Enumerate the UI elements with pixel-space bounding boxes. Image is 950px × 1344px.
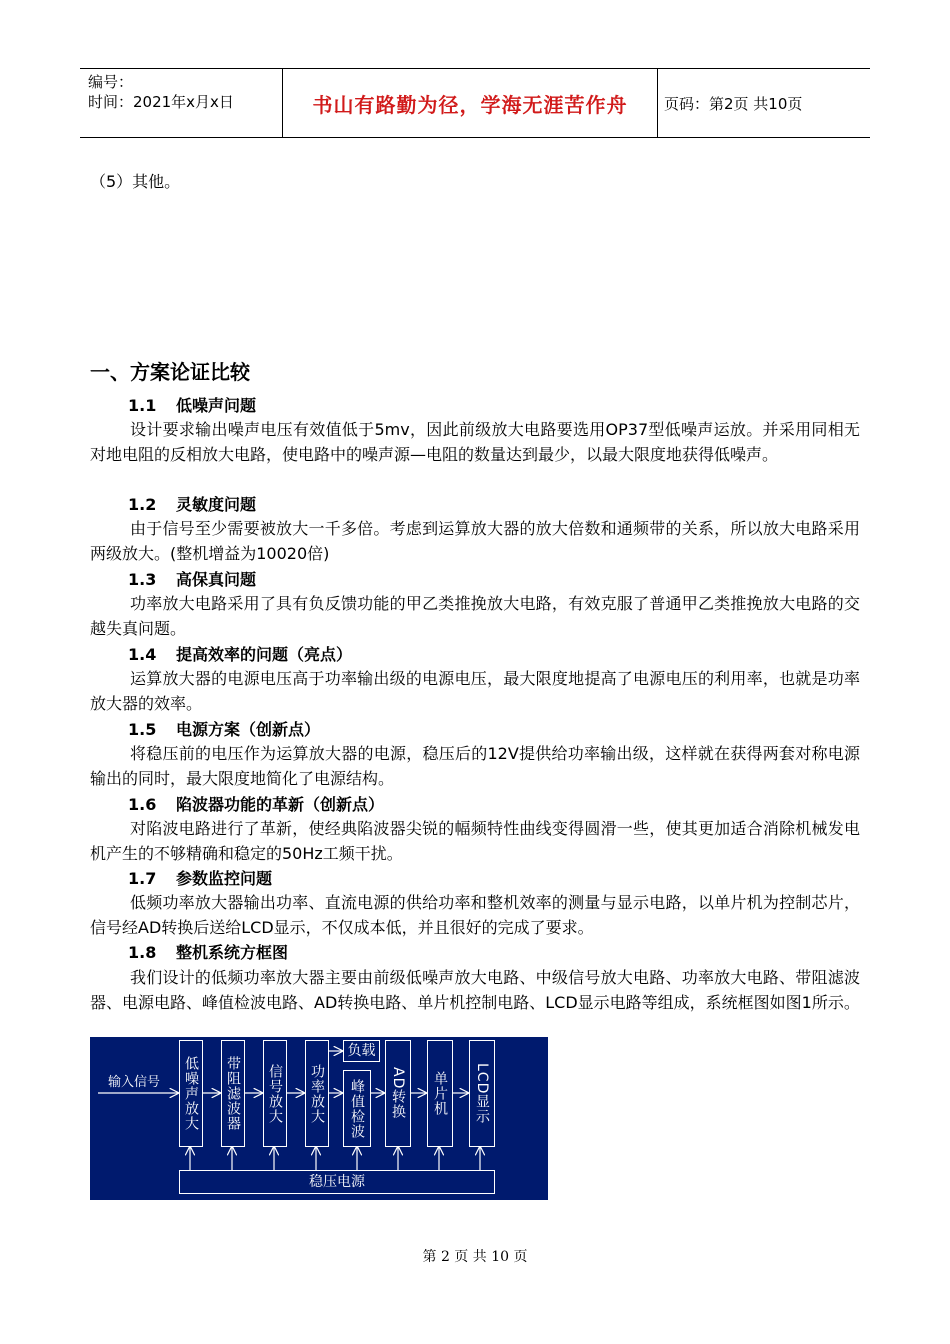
- subsection-heading: [128, 717, 320, 740]
- header-left-cell: [80, 69, 282, 137]
- ad-convert-block: [385, 1040, 411, 1147]
- block-label: 带阻滤波器: [225, 1056, 241, 1131]
- subsection-number: 1.5: [128, 720, 157, 739]
- subsection-number: 1.2: [128, 495, 157, 514]
- subsection-body: 由于信号至少需要被放大一千多倍。考虑到运算放大器的放大倍数和通频带的关系，所以放大电路采用两级放大。(整机增益为10020倍): [90, 519, 860, 563]
- block-label: AD转换: [390, 1067, 406, 1120]
- serial-label: 编号：: [88, 73, 134, 91]
- subsection-title: 低噪声问题: [176, 396, 257, 415]
- subsection-number: 1.6: [128, 795, 157, 814]
- subsection-number: 1.4: [128, 645, 157, 664]
- page-header: [80, 68, 870, 138]
- system-block-diagram: [90, 1037, 548, 1200]
- subsection-body: 我们设计的低频功率放大器主要由前级低噪声放大电路、中级信号放大电路、功率放大电路、带阻滤波器、电源电路、峰值检波电路、AD转换电路、单片机控制电路、LCD显示电路等组成，系统框图如图1所示。: [90, 968, 860, 1012]
- pre-item: （5）其他。: [90, 172, 181, 191]
- block-label: 稳压电源: [309, 1174, 365, 1190]
- subsection-number: 1.1: [128, 396, 157, 415]
- subsection-heading: [128, 642, 352, 665]
- subsection-body: 对陷波电路进行了革新，使经典陷波器尖锐的幅频特性曲线变得圆滑一些，使其更加适合消除机械发电机产生的不够精确和稳定的50Hz工频干扰。: [90, 819, 860, 863]
- subsection-heading: [128, 866, 272, 889]
- subsection-heading: [128, 492, 256, 515]
- date-label: 时间：2021年x月x日: [88, 93, 234, 111]
- subsection-title: 电源方案（创新点）: [176, 720, 321, 739]
- load-block: [343, 1040, 380, 1062]
- subsection-heading: [128, 567, 256, 590]
- subsection-title: 高保真问题: [176, 570, 257, 589]
- subsection-number: 1.7: [128, 869, 157, 888]
- input-signal-label: 输入信号: [108, 1075, 161, 1090]
- header-motto-cell: [282, 69, 658, 137]
- subsection-title: 整机系统方框图: [176, 943, 289, 962]
- page-info: 页码：第2页 共10页: [664, 94, 803, 113]
- motto: 书山有路勤为径，学海无涯苦作舟: [312, 92, 628, 117]
- peak-detect-block: [343, 1070, 371, 1147]
- mcu-block: [427, 1040, 453, 1147]
- block-label: 负载: [347, 1043, 376, 1059]
- page-footer: 第 2 页 共 10 页: [422, 1249, 528, 1265]
- subsection-title: 陷波器功能的革新（创新点）: [176, 795, 385, 814]
- subsection-body: 将稳压前的电压作为运算放大器的电源，稳压后的12V提供给功率输出级，这样就在获得两套对称电源输出的同时，最大限度地简化了电源结构。: [90, 744, 860, 788]
- subsection-body: 运算放大器的电源电压高于功率输出级的电源电压，最大限度地提高了电源电压的利用率，也就是功率放大器的效率。: [90, 669, 860, 713]
- section-title: 一、方案论证比较: [90, 360, 250, 384]
- block-label: 信号放大: [267, 1063, 283, 1124]
- subsection-heading: [128, 940, 288, 963]
- low-noise-amp-block: [179, 1040, 203, 1147]
- subsection-title: 参数监控问题: [176, 869, 273, 888]
- signal-amp-block: [263, 1040, 287, 1147]
- header-page-cell: [656, 69, 870, 137]
- power-amp-block: [305, 1040, 329, 1147]
- subsection-title: 提高效率的问题（亮点）: [176, 645, 353, 664]
- lcd-display-block: [469, 1040, 495, 1147]
- block-label: 单片机: [432, 1071, 448, 1116]
- subsection-number: 1.3: [128, 570, 157, 589]
- block-label: LCD显示: [474, 1062, 490, 1125]
- subsection-heading: [128, 792, 384, 815]
- block-label: 功率放大: [309, 1063, 325, 1124]
- subsection-heading: [128, 393, 256, 416]
- subsection-body: 低频功率放大器输出功率、直流电源的供给功率和整机效率的测量与显示电路，以单片机为控制芯片，信号经AD转换后送给LCD显示，不仅成本低，并且很好的完成了要求。: [90, 893, 860, 937]
- band-stop-filter-block: [221, 1040, 245, 1147]
- subsection-body: 功率放大电路采用了具有负反馈功能的甲乙类推挽放大电路，有效克服了普通甲乙类推挽放大电路的交越失真问题。: [90, 594, 860, 638]
- subsection-title: 灵敏度问题: [176, 495, 257, 514]
- subsection-number: 1.8: [128, 943, 157, 962]
- block-label: 低噪声放大: [183, 1056, 199, 1131]
- block-label: 峰值检波: [349, 1078, 365, 1139]
- subsection-body: 设计要求输出噪声电压有效值低于5mv，因此前级放大电路要选用OP37型低噪声运放。并采用同相无对地电阻的反相放大电路，使电路中的噪声源—电阻的数量达到最少，以最大限度地获得低噪声。: [90, 420, 860, 464]
- regulated-power-block: [179, 1170, 495, 1194]
